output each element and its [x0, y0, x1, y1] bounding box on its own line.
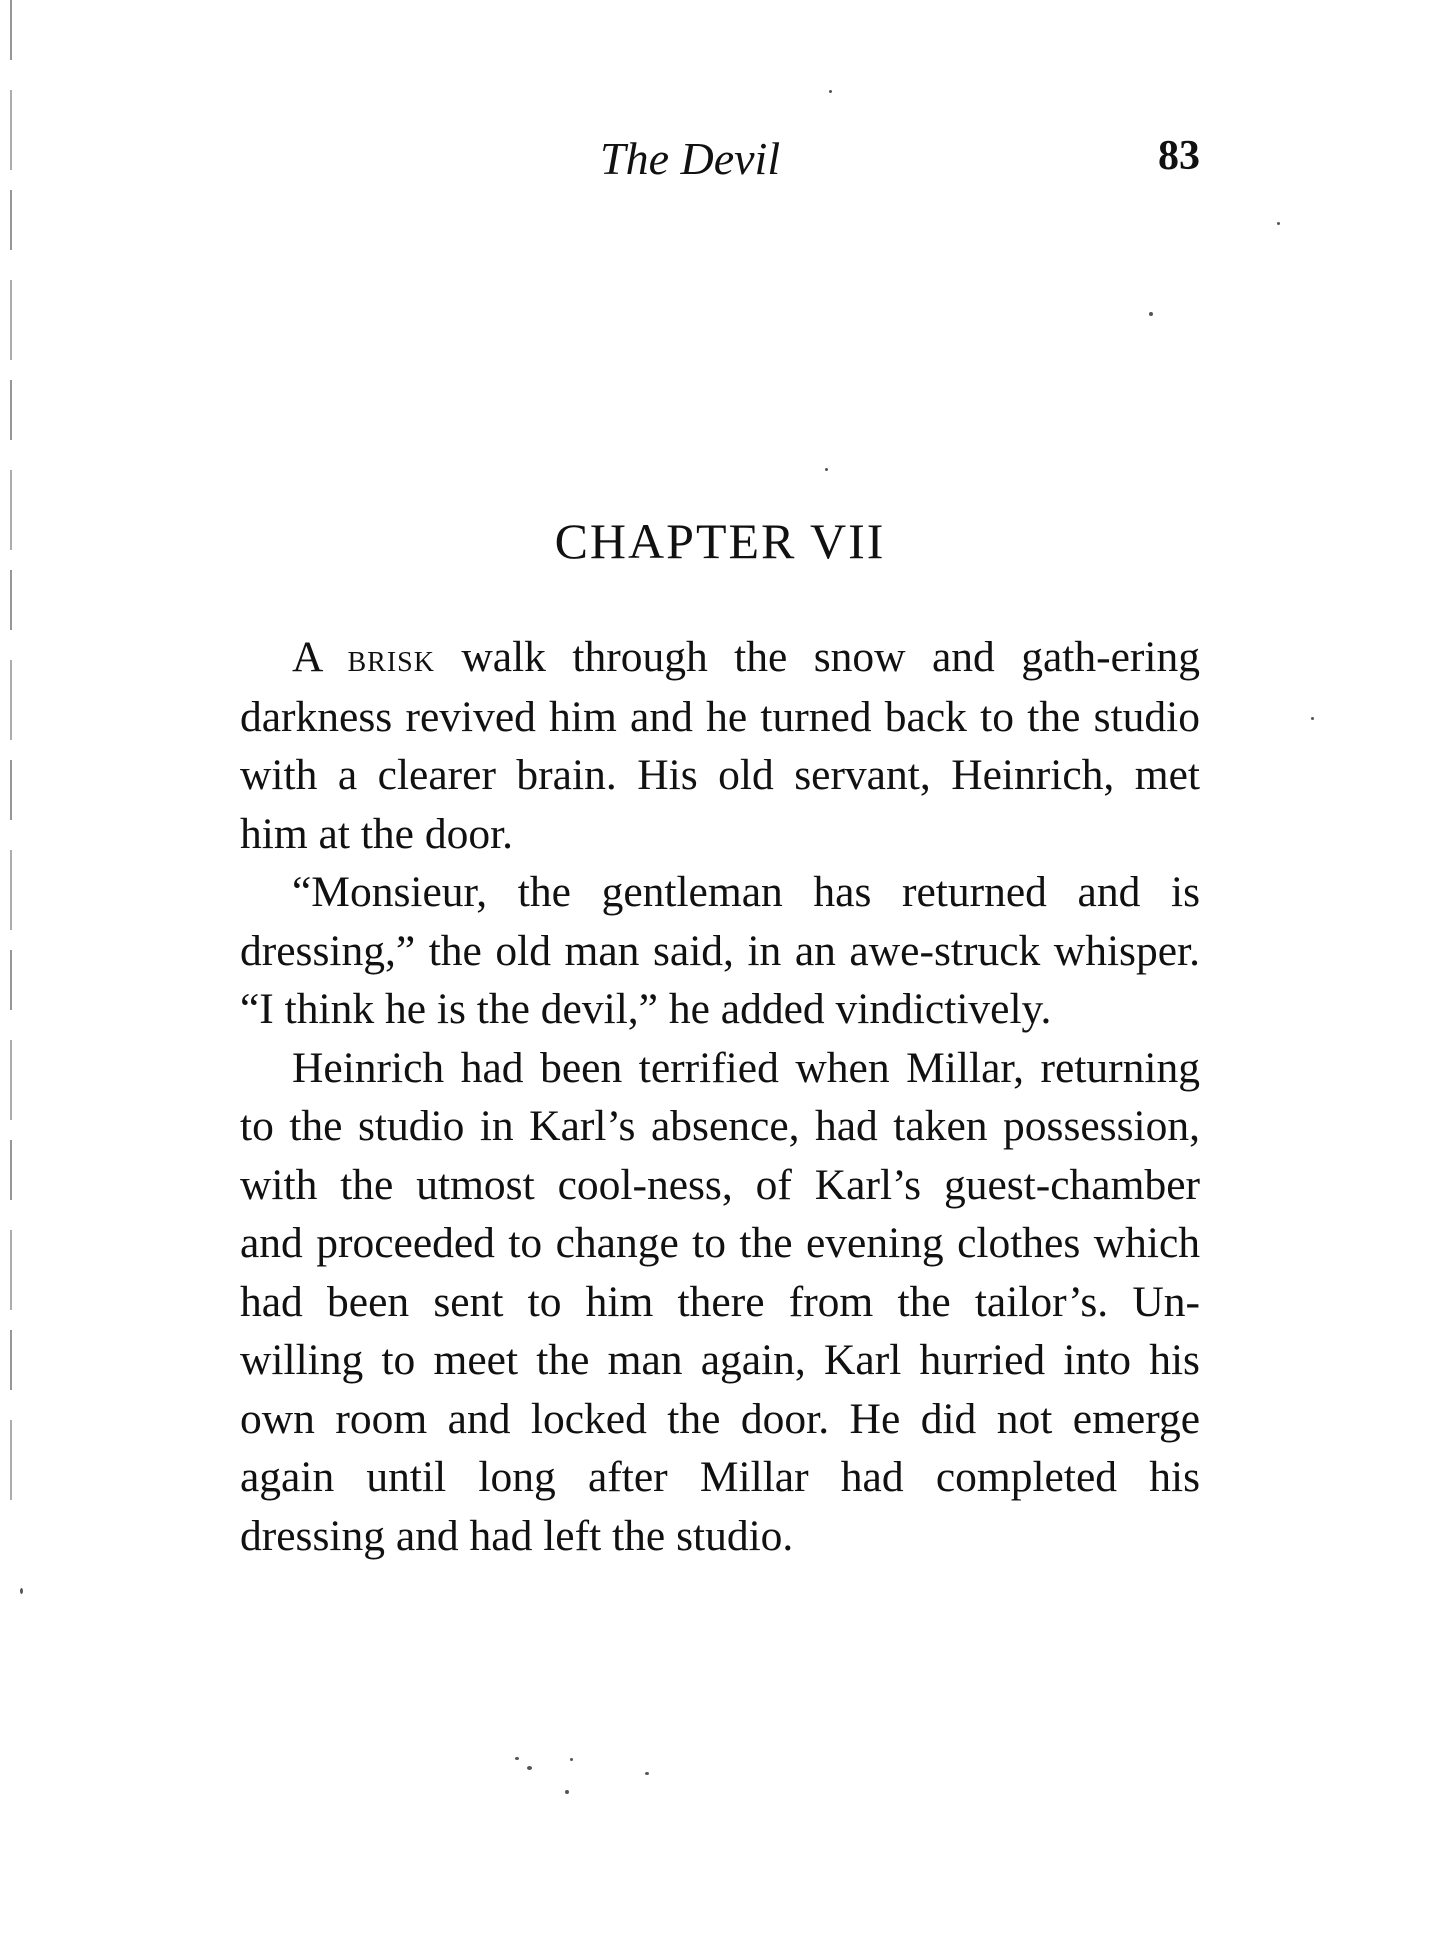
- scan-speck: [527, 1766, 532, 1770]
- paragraph-2: “Monsieur, the gentleman has returned and is dressing,” the old man said, in an awe-struck whisper. “I think he is the devil,” he added vindictively.: [240, 868, 1200, 1033]
- scan-speck: [570, 1758, 573, 1761]
- scan-margin-edge: [10, 0, 12, 1520]
- paragraph-1: [240, 628, 1200, 863]
- scan-speck: [20, 1588, 23, 1594]
- scan-speck: [1277, 222, 1280, 225]
- chapter-heading: CHAPTER VII: [554, 513, 886, 569]
- paragraph-1-smallcaps: brisk: [347, 635, 435, 680]
- body-text: [240, 628, 1200, 1565]
- scan-speck: [1311, 717, 1314, 720]
- scan-speck: [1149, 312, 1153, 316]
- scan-speck: [825, 468, 828, 471]
- running-head: [240, 132, 1200, 192]
- scan-speck: [645, 1772, 649, 1775]
- scan-speck: [829, 90, 832, 93]
- scan-speck: [515, 1757, 519, 1760]
- running-title: The Devil: [600, 133, 781, 184]
- paragraph-1-text: walk through the snow and gath-ering darkness revived him and he turned back to the studio with a clearer brain. His old servant, Heinrich, met him at the door.: [240, 633, 1201, 858]
- paragraph-3: Heinrich had been terrified when Millar, returning to the studio in Karl’s absence, had taken possession, with the utmost cool-ness, of Karl’s guest-chamber and proceeded to change to the evening clothes which had been sent to him there from the tailor’s. Un-willing to meet the man again, Karl hurried into his own room and locked the door. He did not emerge again until long after Millar had completed his dressing and had left the studio.: [240, 1043, 1200, 1560]
- paragraph-1-lead: A: [292, 633, 348, 681]
- page-number: 83: [1158, 133, 1200, 179]
- scan-speck: [565, 1790, 569, 1794]
